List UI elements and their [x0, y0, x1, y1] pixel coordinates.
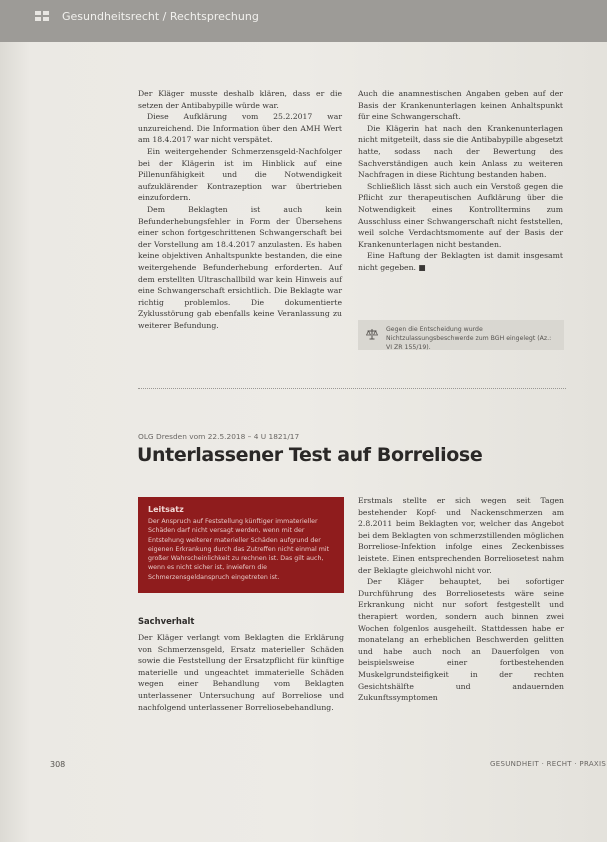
leitsatz-text: Der Anspruch auf Feststellung künftiger immaterieller Schäden darf nicht versagt werden, wenn mit der Entstehung weiterer materieller Schäden aufgrund der eigenen Erkrankung durch das Zutreffen nicht einmal mit großer Wahrscheinlichkeit zu rechnen ist. Das gilt auch, wenn es nicht sicher ist, inwiefern die Schmerzensgeldanspruch eingetreten ist. — [148, 518, 330, 581]
article-right-column — [358, 495, 564, 704]
article-divider — [138, 388, 566, 389]
journal-name: GESUNDHEIT · RECHT · PRAXIS — [490, 760, 607, 768]
paragraph: Der Kläger musste deshalb klären, dass er die setzen der Antibabypille würde war. — [138, 89, 342, 110]
paragraph: Erstmals stellte er sich wegen seit Tagen bestehender Kopf- und Nackenschmerzen am 2.8.2011 beim Beklagten vor, welcher das Angebot bei dem Beklagten von schmerzstillenden möglichen Borreliose-Infektion infolge eines Zeckenbisses leistete. Einen entsprechenden Borreliosetest nahm der Beklagte gleichwohl nicht vor. — [358, 496, 564, 575]
section-label: Gesundheitsrecht / Rechtsprechung — [62, 10, 259, 23]
paragraph: Der Kläger verlangt vom Beklagten die Erklärung von Schmerzensgeld, Ersatz materieller Schäden sowie die Feststellung der Ersatzpflicht für künftige materielle und ungeachtet immaterielle Schäden wegen einer Behandlung vom Beklagten unterlassener Untersuchung auf Borreliose und nachfolgend unterlassener Borreliosebehandlung. — [138, 633, 344, 712]
paragraph: Dem Beklagten ist auch kein Befunderhebungsfehler in Form der Übersehens einer schon fortgeschrittenen Schwangerschaft bei der Vorstellung am 18.4.2017 anzulasten. Es haben keine objektiven Anhaltspunkte bestanden, die eine weitergehende Befunderhebung erforderten. Auf dem erstellten Ultraschallbild war kein Hinweis auf eine Schwangerschaft ersichtlich. Die Beklagte war richtig problemlos. Die dokumentierte Zyklusstörung gab ebenfalls keine Veranlassung zu weiterer Befundung. — [138, 204, 342, 330]
scales-icon — [366, 328, 378, 340]
paragraph: Eine Haftung der Beklagten ist damit insgesamt nicht gegeben. ■ — [358, 251, 563, 272]
paragraph: Ein weitergehender Schmerzensgeld-Nachfolger bei der Klägerin ist im Hinblick auf eine Pillenunfähigkeit und die Notwendigkeit aufzuklärender Kontrazeption war übertrieben einzufordern. — [138, 146, 342, 203]
section-logo-icon — [34, 9, 50, 23]
paragraph: Diese Aufklärung vom 25.2.2017 war unzureichend. Die Information über den AMH Wert am 18.4.2017 war nicht verspätet. — [138, 112, 342, 145]
appeal-notice-text: Gegen die Entscheidung wurde Nichtzulassungsbeschwerde zum BGH eingelegt (Az.: VI ZR 155/19). — [386, 326, 552, 351]
leitsatz-heading: Leitsatz — [148, 505, 184, 514]
top-article-right-column — [358, 88, 563, 274]
page-number: 308 — [50, 760, 66, 769]
paragraph: Der Kläger behauptet, bei sofortiger Durchführung des Borreliosetests wäre seine Erkrankung nicht nur sofort festgestellt und therapiert worden, sondern auch binnen zwei Wochen folgenlos ausgeheilt. Stattdessen habe er monatelang an erheblichen Beschwerden gelitten und habe auch noch an Dauerfolgen von beispielsweise einer fortbestehenden Muskelgrundsteifigkeit in der rechten Gesichtshälfte und andauernden Zukunftssymptomen — [358, 577, 564, 703]
appeal-notice — [358, 320, 564, 350]
case-reference: OLG Dresden vom 22.5.2018 – 4 U 1821/17 — [138, 432, 300, 441]
leitsatz-box — [138, 497, 344, 593]
article-title: Unterlassener Test auf Borreliose — [137, 444, 483, 466]
paragraph: Schließlich lässt sich auch ein Verstoß gegen die Pflicht zur therapeutischen Aufklärung über die Notwendigkeit eines Kontrolltermins zum Ausschluss einer Schwangerschaft nicht feststellen, weil solche Verdachtsmomente auf der Basis der Krankenunterlagen nicht bestanden. — [358, 181, 563, 249]
sachverhalt-column — [138, 632, 344, 713]
top-article-left-column — [138, 88, 342, 331]
paragraph: Auch die anamnestischen Angaben geben auf der Basis der Krankenunterlagen keinen Anhaltspunkt für eine Schwangerschaft. — [358, 89, 563, 122]
paragraph: Die Klägerin hat nach den Krankenunterlagen nicht mitgeteilt, dass sie die Antibabypille abgesetzt hatte, sodass nach der Bewertung des Sachverständigen auch kein Anlass zu weiteren Nachfragen in diese Richtung bestanden haben. — [358, 123, 563, 180]
section-header — [0, 0, 607, 42]
sachverhalt-heading: Sachverhalt — [138, 616, 195, 626]
